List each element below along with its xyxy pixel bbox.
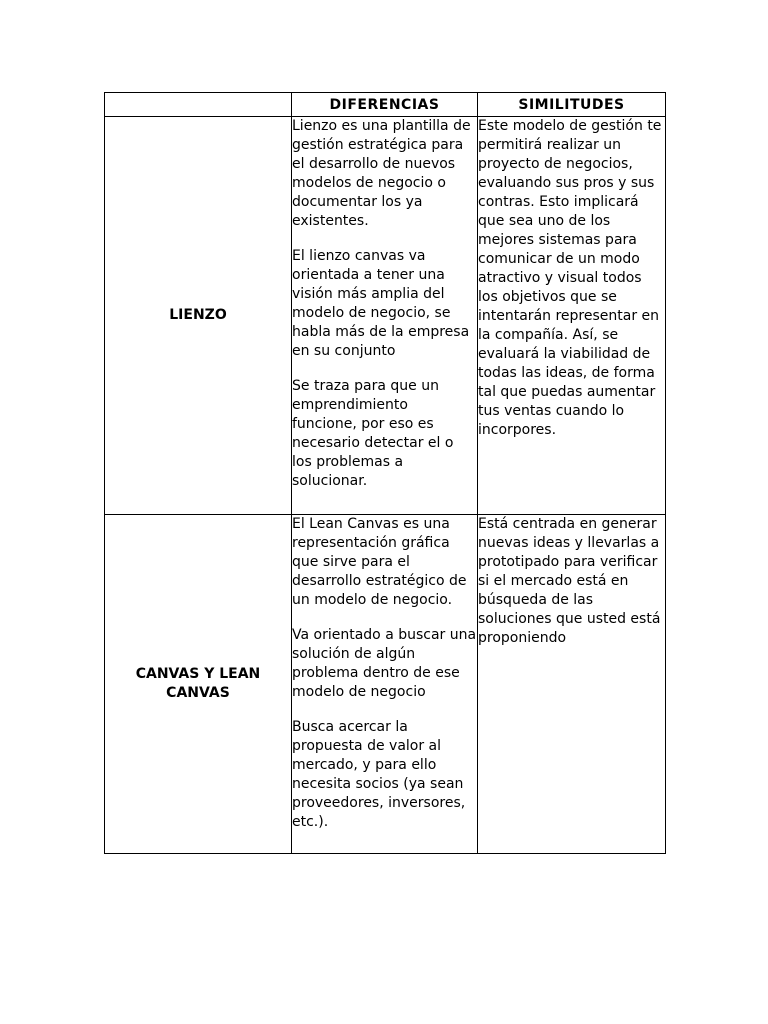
row-label-lienzo: LIENZO <box>105 117 292 515</box>
diferencias-paragraph: Se traza para que un emprendimiento funcione, por eso es necesario detectar el o los problemas a solucionar. <box>292 378 454 489</box>
header-empty-cell <box>105 93 292 117</box>
similitudes-cell <box>478 515 666 854</box>
table-row <box>105 515 666 854</box>
comparison-table <box>104 92 666 854</box>
diferencias-cell <box>292 117 478 515</box>
diferencias-paragraph: El Lean Canvas es una representación gráfica que sirve para el desarrollo estratégico de un modelo de negocio. <box>292 516 467 608</box>
diferencias-paragraph: Lienzo es una plantilla de gestión estratégica para el desarrollo de nuevos modelos de negocio o documentar los ya existentes. <box>292 118 471 229</box>
row-label-canvas-y-lean-canvas: CANVAS Y LEAN CANVAS <box>105 515 292 854</box>
similitudes-paragraph: Está centrada en generar nuevas ideas y llevarlas a prototipado para verificar si el mercado está en búsqueda de las soluciones que usted está proponiendo <box>478 516 661 646</box>
similitudes-cell <box>478 117 666 515</box>
header-similitudes: SIMILITUDES <box>478 93 666 117</box>
diferencias-paragraph: El lienzo canvas va orientada a tener una visión más amplia del modelo de negocio, se habla más de la empresa en su conjunto <box>292 248 470 359</box>
header-diferencias: DIFERENCIAS <box>292 93 478 117</box>
similitudes-paragraph: Este modelo de gestión te permitirá realizar un proyecto de negocios, evaluando sus pros y sus contras. Esto implicará que sea uno de los mejores sistemas para comunicar de un modo atractivo y visual todos los objetivos que se intentarán representar en la compañía. Así, se evaluará la viabilidad de todas las ideas, de forma tal que puedas aumentar tus ventas cuando lo incorpores. <box>478 118 662 438</box>
table-row <box>105 117 666 515</box>
table-header-row <box>105 93 666 117</box>
diferencias-paragraph: Va orientado a buscar una solución de algún problema dentro de ese modelo de negocio <box>292 627 477 700</box>
diferencias-paragraph: Busca acercar la propuesta de valor al mercado, y para ello necesita socios (ya sean proveedores, inversores, etc.). <box>292 719 466 830</box>
diferencias-cell <box>292 515 478 854</box>
